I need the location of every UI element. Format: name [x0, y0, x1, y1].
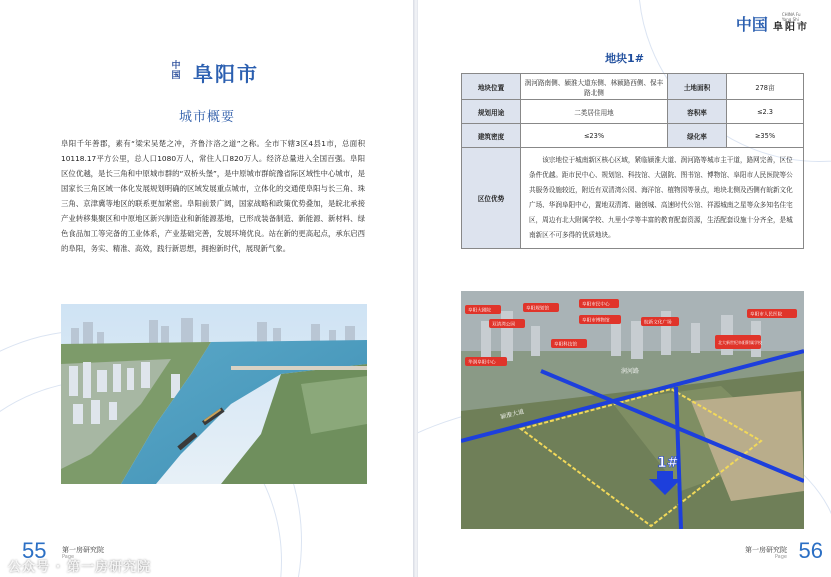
- road-label: 颍淮大道: [499, 408, 525, 421]
- map-label: 双清湾公园: [492, 322, 515, 328]
- section-title: 城市概要: [178, 110, 235, 125]
- footer-title-right: 第一房研究院: [745, 546, 787, 554]
- map-label: 华润阜阳中心: [468, 360, 496, 366]
- footer-sub-left: Page: [62, 554, 75, 560]
- plot-marker: 1#: [657, 455, 679, 471]
- logo-prefix: 中国: [171, 61, 181, 81]
- logo-pinyin: CHINA Fu Yang Shi: [781, 12, 801, 22]
- map-label: 阜阳市人民医院: [750, 312, 783, 318]
- table-row: [462, 148, 804, 249]
- city-overview-text: 阜阳千年善郡，素有“梁宋吴楚之冲，齐鲁汴洛之道”之称。全市下辖3区4县1市，总面积10118.17平方公里，总人口1080万人，常住人口820万人。经济总量进入全国百强。阜阳区位优越，是长三角和中原城市群的“双桥头堡”，是中原城市群皖豫省际区域性中心城市，是国家长三角区域一体化发展规划明确的区域发展重点城市，立体化的交通使阜阳与长三角、珠三角、京津冀等地区的联系更加紧密。阜阳前景广阔，国家战略和政策优势叠加，是皖北承接产业转移集聚区和中原地区新兴制造业和新能源基地，已形成装备制造、新能源、新材料、绿色食品加工等完备的工业体系，产业基础完善，发展环境优良。站在新的更高起点，承东启西的阜阳，务实、精准、高效，践行新思想，拥抱新时代，展现新气象。: [61, 139, 365, 253]
- footer-title-left: 第一房研究院: [62, 546, 104, 554]
- density-value: ≤23%: [521, 124, 668, 148]
- table-row: [462, 100, 804, 124]
- area-value: 278亩: [727, 74, 804, 100]
- page-number-right: 56: [798, 538, 823, 563]
- location-label: 地块位置: [462, 74, 521, 100]
- location-value: 润河路南侧、颍淮大道东侧、林颍路西侧、保丰路北侧: [521, 74, 668, 100]
- map-label: 阜阳规划馆: [526, 306, 549, 312]
- far-value: ≤2.3: [727, 100, 804, 124]
- advantage-label: 区位优势: [462, 148, 521, 249]
- map-label: 阜阳科技馆: [554, 342, 577, 348]
- map-label: 皖新文化广场: [644, 320, 672, 326]
- aerial-site-map: [461, 291, 804, 529]
- brand-logo: [736, 12, 809, 35]
- watermark: 公众号 · 第一房研究院: [8, 560, 151, 575]
- green-value: ≥35%: [727, 124, 804, 148]
- plot-title: 地块1#: [605, 52, 644, 65]
- right-page: [418, 0, 831, 577]
- logo-big-text: 中国: [735, 15, 768, 34]
- city-river-photo: [61, 304, 367, 484]
- footer-sub-right: Page: [774, 554, 787, 560]
- table-row: [462, 74, 804, 100]
- far-label: 容积率: [668, 100, 727, 124]
- road-label: 润河路: [621, 368, 640, 375]
- use-label: 规划用途: [462, 100, 521, 124]
- use-value: 二类居住用地: [521, 100, 668, 124]
- map-label: 阜阳市博物馆: [582, 318, 610, 324]
- area-label: 土地面积: [668, 74, 727, 100]
- page-number-left: 55: [22, 538, 47, 563]
- map-label: 阜阳市民中心: [582, 302, 610, 308]
- left-page: [0, 0, 414, 577]
- plot-info-table: [461, 73, 804, 249]
- map-label: 阜阳大剧院: [468, 308, 491, 314]
- advantage-value: 该宗地位于城南新区核心区域，紧临颍淮大道、润河路等城市主干道，路网完善，区位条件优越。距市民中心、规划馆、科技馆、大剧院、图书馆、博物馆、阜阳市人民医院等公共服务设施较近，附近有双清湾公园、海洋馆、植物园等景点，地块北侧及西侧有皖新文化广场、华润阜阳中心，置地双清湾、融创城、高速时代公馆、祥源城南之星等众多知名住宅区，周边有北大附属学校、九里小学等丰富的教育配套资源，生活配套设施十分齐全，是城南新区不可多得的优质地块。: [521, 148, 804, 249]
- density-label: 建筑密度: [462, 124, 521, 148]
- green-label: 绿化率: [668, 124, 727, 148]
- map-label: 北大新世纪阜阳附属学校: [718, 340, 762, 345]
- logo-city-name: 阜阳市: [193, 62, 259, 86]
- table-row: [462, 124, 804, 148]
- logo-city-text: 阜阳市: [773, 22, 809, 33]
